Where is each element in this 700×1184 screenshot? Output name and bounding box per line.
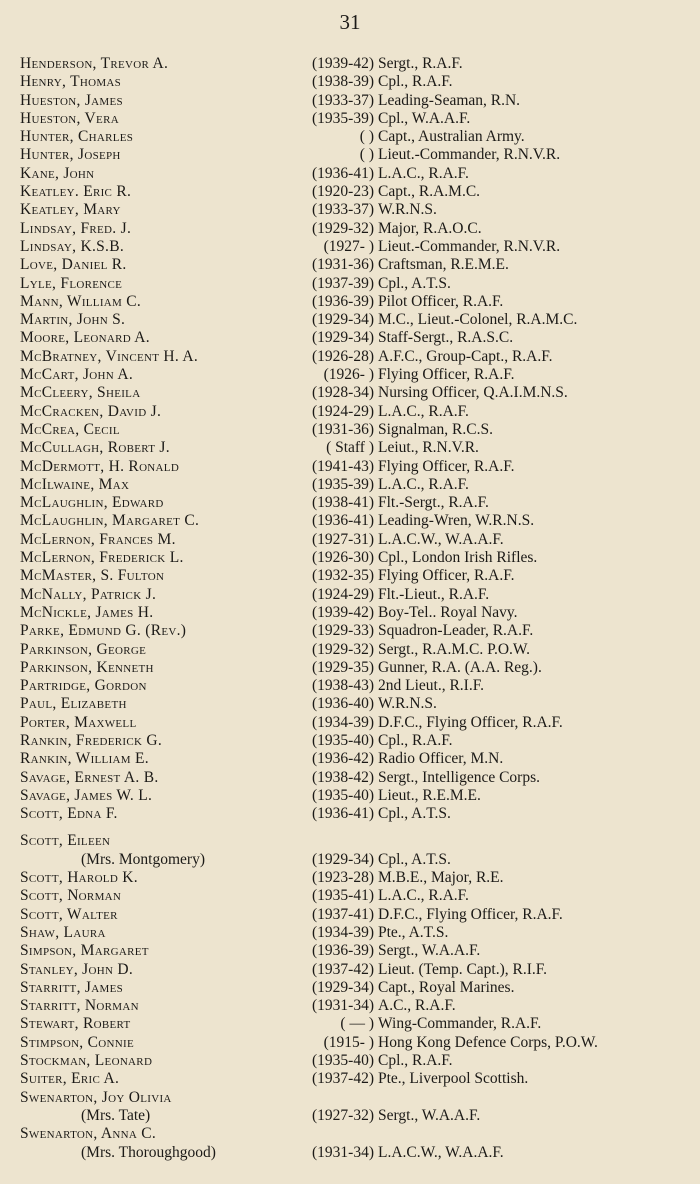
entry-years: (1937-39) (312, 274, 374, 292)
entry-years: (1927- ) (323, 237, 374, 255)
entry-name: Mann, William C. (20, 292, 142, 310)
entry-service: Sergt., R.A.F. (378, 55, 463, 72)
entry-service: Lieut.-Commander, R.N.V.R. (378, 146, 561, 164)
entry-name: Keatley, Mary (20, 201, 121, 219)
entry-name: Lyle, Florence (20, 274, 123, 292)
entry-service: Sergt., W.A.A.F. (378, 1106, 481, 1124)
entry-years: (1928-34) (312, 384, 374, 402)
list-item (20, 805, 690, 823)
entry-married-name: (Mrs. Montgomery) (81, 850, 205, 868)
entry-name: Partridge, Gordon (20, 677, 147, 695)
entry-service: Capt., R.A.M.C. (378, 183, 481, 201)
entry-years: (1937-42) (312, 1070, 374, 1088)
entry-service: Lieut. (Temp. Capt.), R.I.F. (378, 960, 548, 978)
entry-name: Scott, Walter (20, 905, 118, 923)
list-item (20, 531, 690, 549)
list-item (20, 961, 690, 979)
entry-years: (1937-42) (312, 960, 374, 978)
entry-name: Hueston, James (20, 91, 123, 109)
list-item (20, 1015, 690, 1033)
list-item (20, 1052, 690, 1070)
list-item (20, 695, 690, 713)
entry-years: (1939-42) (312, 603, 374, 621)
entry-years: (1933-37) (312, 201, 374, 219)
entry-years: (1935-41) (312, 887, 374, 905)
list-item (20, 421, 690, 439)
entry-service: Cpl., R.A.F. (378, 1052, 453, 1070)
entry-name: Savage, Ernest A. B. (20, 768, 159, 786)
list-item (20, 997, 690, 1015)
entry-service: L.A.C.W., W.A.A.F. (378, 530, 504, 548)
entry-years: (1936-39) (312, 942, 374, 960)
entry-service: Squadron-Leader, R.A.F. (378, 622, 534, 640)
entry-service: Gunner, R.A. (A.A. Reg.). (378, 658, 542, 676)
list-item (20, 348, 690, 366)
entry-service: Boy-Tel.. Royal Navy. (378, 603, 518, 621)
entry-service: Staff-Sergt., R.A.S.C. (378, 329, 514, 347)
list-item (20, 494, 690, 512)
entry-service: Cpl., R.A.F. (378, 73, 453, 91)
entry-service: W.R.N.S. (378, 695, 437, 713)
entry-years: (1927-32) (312, 1106, 374, 1124)
entry-name: Porter, Maxwell (20, 713, 137, 731)
entry-service: Sergt., Intelligence Corps. (378, 768, 541, 786)
entry-service: M.B.E., Major, R.E. (378, 869, 504, 887)
list-item (20, 869, 690, 887)
entry-name: Scott, Harold K. (20, 869, 138, 887)
entry-years: (1929-32) (312, 219, 374, 237)
entry-name: Starritt, Norman (20, 997, 139, 1015)
entry-years: (1926- ) (323, 366, 374, 384)
list-item (20, 55, 690, 73)
list-item (20, 567, 690, 585)
entry-name: Savage, James W. L. (20, 786, 153, 804)
list-item (20, 1034, 690, 1052)
entry-service: Capt., Australian Army. (378, 128, 525, 146)
entry-years: ( Staff ) (326, 439, 374, 457)
entry-years: (1938-41) (312, 494, 374, 512)
entry-years: (1938-39) (312, 73, 374, 91)
entry-name: McMaster, S. Fulton (20, 567, 165, 585)
entry-name: McDermott, H. Ronald (20, 457, 180, 475)
list-item (20, 604, 690, 622)
entry-years: (1931-34) (312, 1143, 374, 1161)
entry-years: (1929-32) (312, 640, 374, 658)
entry-service: W.R.N.S. (378, 201, 437, 219)
list-item (20, 641, 690, 659)
entry-years: (1923-28) (312, 869, 374, 887)
entry-name: Rankin, Frederick G. (20, 731, 163, 749)
entry-service: Cpl., A.T.S. (378, 850, 451, 868)
entry-years: (1937-41) (312, 905, 374, 923)
entry-name: McCleery, Sheila (20, 384, 141, 402)
entry-service: L.A.C., R.A.F. (378, 475, 469, 493)
list-item (20, 293, 690, 311)
entry-service: D.F.C., Flying Officer, R.A.F. (378, 713, 563, 731)
entry-name: McCrea, Cecil (20, 420, 120, 438)
entry-service: Hong Kong Defence Corps, P.O.W. (378, 1033, 598, 1051)
entry-service: Sergt., R.A.M.C. P.O.W. (378, 640, 531, 658)
entry-years: (1933-37) (312, 91, 374, 109)
entry-service: L.A.C., R.A.F. (378, 164, 469, 182)
entry-name: Stewart, Robert (20, 1015, 131, 1033)
entry-service: Leiut., R.N.V.R. (378, 439, 479, 457)
entry-years: (1931-34) (312, 997, 374, 1015)
list-item (20, 1089, 690, 1126)
entry-years: (1935-40) (312, 786, 374, 804)
entry-service: Lieut.-Commander, R.N.V.R. (378, 237, 561, 255)
entry-years: (1936-41) (312, 805, 374, 823)
list-item (20, 73, 690, 91)
entry-years: (1931-36) (312, 420, 374, 438)
list-item (20, 832, 690, 869)
list-item (20, 622, 690, 640)
list-item (20, 311, 690, 329)
entry-service: A.C., R.A.F. (378, 997, 456, 1015)
entry-years: (1926-28) (312, 347, 374, 365)
entry-name: Suiter, Eric A. (20, 1070, 120, 1088)
list-item (20, 439, 690, 457)
entry-name: Martin, John S. (20, 311, 126, 329)
list-item (20, 887, 690, 905)
entry-name: Swenarton, Anna C. (20, 1125, 157, 1143)
entry-name: McLaughlin, Edward (20, 494, 164, 512)
entry-service: Cpl., R.A.F. (378, 731, 453, 749)
entry-years: (1915- ) (323, 1033, 374, 1051)
entry-years: (1938-42) (312, 768, 374, 786)
list-item (20, 403, 690, 421)
list-item (20, 659, 690, 677)
entry-years: (1934-39) (312, 713, 374, 731)
entry-service: Lieut., R.E.M.E. (378, 786, 481, 804)
entry-service: Major, R.A.O.C. (378, 219, 482, 237)
roll-of-service-list (20, 55, 690, 1162)
entry-service: Flying Officer, R.A.F. (378, 457, 515, 475)
entry-name: McCracken, David J. (20, 402, 162, 420)
list-item (20, 714, 690, 732)
entry-service: Flying Officer, R.A.F. (378, 567, 515, 585)
entry-years: (1926-30) (312, 549, 374, 567)
entry-service: Craftsman, R.E.M.E. (378, 256, 509, 274)
entry-name: Hunter, Joseph (20, 146, 121, 164)
entry-name: Stimpson, Connie (20, 1033, 135, 1051)
entry-name: Stanley, John D. (20, 960, 134, 978)
list-item (20, 512, 690, 530)
entry-name: McCart, John A. (20, 366, 133, 384)
list-item (20, 586, 690, 604)
entry-years: (1938-43) (312, 677, 374, 695)
entry-years: (1929-33) (312, 622, 374, 640)
entry-name: Simpson, Margaret (20, 942, 149, 960)
entry-name: Scott, Norman (20, 887, 122, 905)
entry-years: (1935-39) (312, 109, 374, 127)
entry-name: Keatley. Eric R. (20, 183, 132, 201)
entry-name: McLernon, Frances M. (20, 530, 176, 548)
entry-service: Radio Officer, M.N. (378, 750, 504, 768)
entry-name: Scott, Eileen (20, 832, 111, 850)
entry-years: (1929-34) (312, 978, 374, 996)
list-item (20, 238, 690, 256)
entry-name: Hunter, Charles (20, 128, 134, 146)
list-item (20, 1070, 690, 1088)
entry-service: 2nd Lieut., R.I.F. (378, 677, 484, 695)
entry-service: Capt., Royal Marines. (378, 978, 515, 996)
entry-years: (1934-39) (312, 923, 374, 941)
entry-years: (1929-34) (312, 850, 374, 868)
entry-service: Leading-Wren, W.R.N.S. (378, 512, 535, 530)
entry-married-name: (Mrs. Tate) (81, 1106, 151, 1124)
entry-service: Nursing Officer, Q.A.I.M.N.S. (378, 384, 568, 402)
entry-service: Cpl., A.T.S. (378, 805, 451, 823)
entry-years: (1935-40) (312, 1052, 374, 1070)
entry-service: Cpl., W.A.A.F. (378, 109, 471, 127)
entry-name: Parke, Edmund G. (Rev.) (20, 622, 187, 640)
list-item (20, 942, 690, 960)
entry-years: (1936-41) (312, 512, 374, 530)
entry-name: Love, Daniel R. (20, 256, 127, 274)
list-item (20, 110, 690, 128)
entry-name: Shaw, Laura (20, 923, 106, 941)
entry-years: (1924-29) (312, 585, 374, 603)
list-item (20, 220, 690, 238)
entry-years: ( ) (359, 146, 374, 164)
entry-name: Lindsay, Fred. J. (20, 219, 132, 237)
entry-years: (1936-40) (312, 695, 374, 713)
entry-name: Stockman, Leonard (20, 1052, 153, 1070)
entry-name: Hueston, Vera (20, 109, 119, 127)
list-item (20, 256, 690, 274)
list-item (20, 769, 690, 787)
entry-name: Rankin, William E. (20, 750, 149, 768)
list-item (20, 183, 690, 201)
entry-name: Henry, Thomas (20, 73, 122, 91)
list-item (20, 458, 690, 476)
entry-years: (1939-42) (312, 55, 374, 72)
list-item (20, 906, 690, 924)
entry-name: McCullagh, Robert J. (20, 439, 170, 457)
entry-name: McNally, Patrick J. (20, 585, 157, 603)
list-item (20, 476, 690, 494)
entry-service: Sergt., W.A.A.F. (378, 942, 481, 960)
entry-service: M.C., Lieut.-Colonel, R.A.M.C. (378, 311, 578, 329)
entry-years: (1924-29) (312, 402, 374, 420)
entry-years: (1929-34) (312, 311, 374, 329)
entry-years: (1936-42) (312, 750, 374, 768)
entry-years: (1936-41) (312, 164, 374, 182)
list-item (20, 384, 690, 402)
list-item (20, 549, 690, 567)
entry-name: McBratney, Vincent H. A. (20, 347, 199, 365)
entry-service: Flying Officer, R.A.F. (378, 366, 515, 384)
list-item (20, 924, 690, 942)
entry-years: (1920-23) (312, 183, 374, 201)
entry-name: Lindsay, K.S.B. (20, 237, 125, 255)
list-item (20, 732, 690, 750)
entry-years: (1927-31) (312, 530, 374, 548)
list-item (20, 787, 690, 805)
entry-name: McLernon, Frederick L. (20, 549, 184, 567)
list-item (20, 275, 690, 293)
entry-name: Parkinson, George (20, 640, 147, 658)
entry-service: Pte., Liverpool Scottish. (378, 1070, 529, 1088)
entry-service: L.A.C., R.A.F. (378, 887, 469, 905)
entry-name: Kane, John (20, 164, 95, 182)
entry-service: Cpl., A.T.S. (378, 274, 451, 292)
entry-service: L.A.C.W., W.A.A.F. (378, 1143, 504, 1161)
entry-name: Scott, Edna F. (20, 805, 118, 823)
entry-years: ( ) (359, 128, 374, 146)
entry-name: McIlwaine, Max (20, 475, 130, 493)
list-item (20, 165, 690, 183)
entry-service: Flt.-Sergt., R.A.F. (378, 494, 489, 512)
entry-name: Paul, Elizabeth (20, 695, 127, 713)
list-item (20, 979, 690, 997)
entry-name: Starritt, James (20, 978, 124, 996)
list-item (20, 329, 690, 347)
entry-name: McLaughlin, Margaret C. (20, 512, 200, 530)
list-item (20, 146, 690, 164)
entry-service: A.F.C., Group-Capt., R.A.F. (378, 347, 553, 365)
entry-service: Wing-Commander, R.A.F. (378, 1015, 542, 1033)
entry-years: (1929-35) (312, 658, 374, 676)
list-item (20, 201, 690, 219)
list-item (20, 366, 690, 384)
page-number: 31 (339, 10, 361, 34)
entry-service: Cpl., London Irish Rifles. (378, 549, 538, 567)
entry-years: (1931-36) (312, 256, 374, 274)
entry-service: D.F.C., Flying Officer, R.A.F. (378, 905, 563, 923)
entry-years: (1935-39) (312, 475, 374, 493)
list-item (20, 92, 690, 110)
entry-service: L.A.C., R.A.F. (378, 402, 469, 420)
entry-service: Flt.-Lieut., R.A.F. (378, 585, 490, 603)
entry-service: Signalman, R.C.S. (378, 420, 493, 438)
entry-service: Leading-Seaman, R.N. (378, 91, 521, 109)
entry-years: (1941-43) (312, 457, 374, 475)
entry-years: ( — ) (340, 1015, 374, 1033)
list-item (20, 677, 690, 695)
entry-name: Parkinson, Kenneth (20, 658, 154, 676)
entry-name: Swenarton, Joy Olivia (20, 1088, 172, 1106)
entry-years: (1929-34) (312, 329, 374, 347)
list-item (20, 1125, 690, 1162)
entry-name: Moore, Leonard A. (20, 329, 150, 347)
entry-name: Henderson, Trevor A. (20, 55, 169, 72)
entry-service: Pilot Officer, R.A.F. (378, 292, 504, 310)
entry-name: McNickle, James H. (20, 603, 154, 621)
entry-married-name: (Mrs. Thoroughgood) (81, 1143, 216, 1161)
entry-years: (1935-40) (312, 731, 374, 749)
list-item (20, 128, 690, 146)
list-item (20, 750, 690, 768)
entry-years: (1932-35) (312, 567, 374, 585)
entry-years: (1936-39) (312, 292, 374, 310)
entry-service: Pte., A.T.S. (378, 923, 449, 941)
